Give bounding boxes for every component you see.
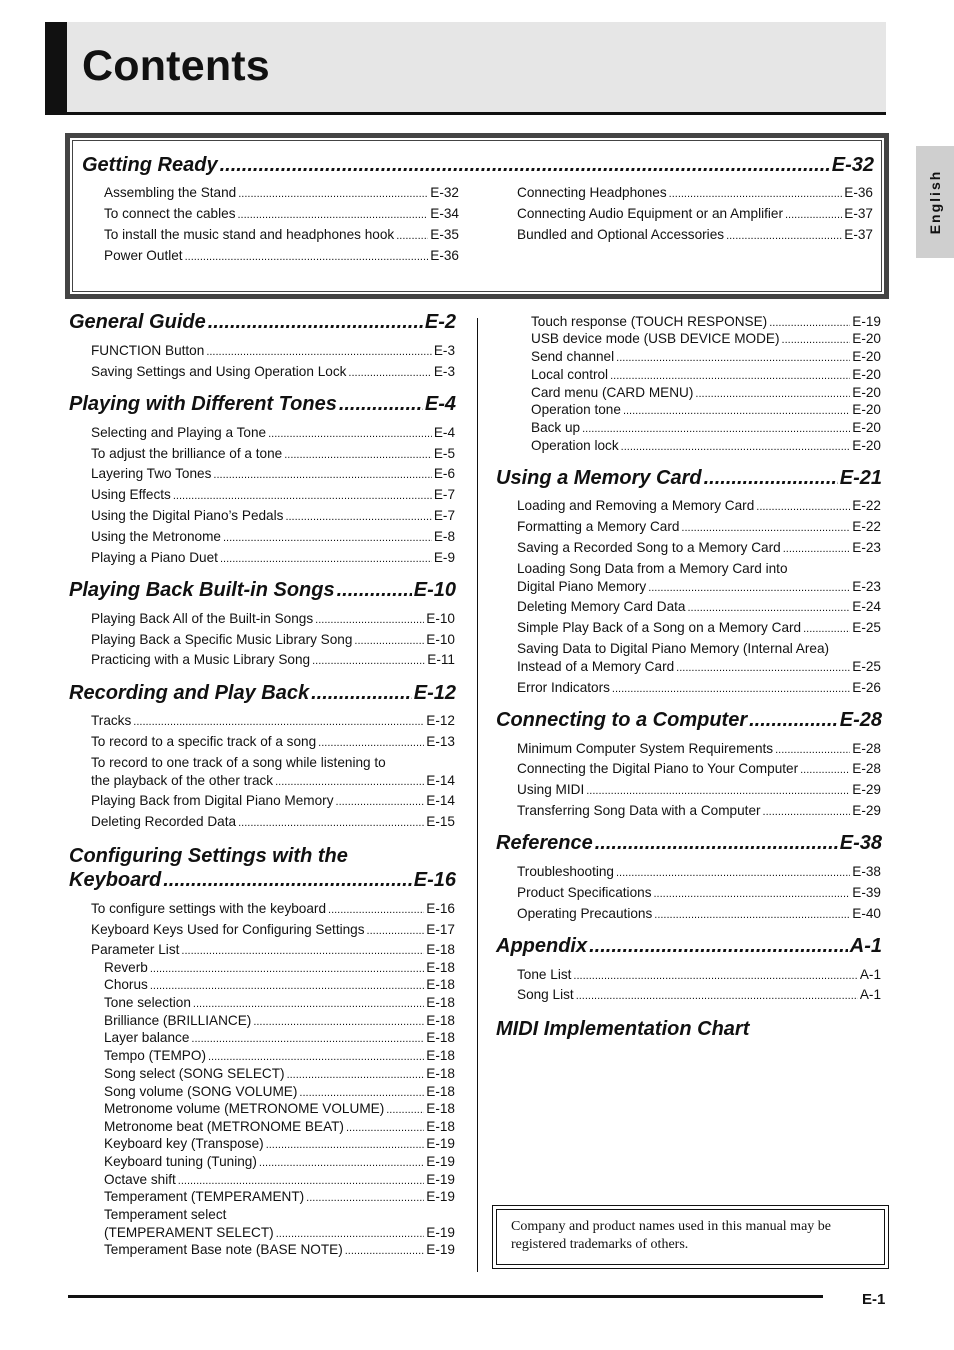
toc-item-label-line1[interactable]: Loading Song Data from a Memory Card into (517, 561, 788, 576)
section-title: Using a Memory Card (496, 467, 702, 489)
toc-item-label: Touch response (TOUCH RESPONSE) (531, 314, 768, 329)
toc-item-page: E-38 (852, 864, 881, 879)
toc-item-page: E-39 (852, 885, 881, 900)
toc-item[interactable] (91, 814, 455, 832)
toc-item-page: E-7 (433, 487, 455, 502)
toc-item[interactable] (517, 206, 873, 224)
toc-item[interactable] (91, 364, 455, 382)
toc-subitem[interactable] (104, 1101, 455, 1119)
toc-item-label: Practicing with a Music Library Song (91, 652, 311, 667)
toc-item[interactable] (91, 793, 455, 811)
section-recording[interactable] (69, 682, 456, 708)
toc-item[interactable] (91, 922, 455, 940)
toc-item-label: Simple Play Back of a Song on a Memory Card (517, 620, 802, 635)
section-title: General Guide (69, 311, 206, 333)
toc-item-page: E-18 (426, 1101, 455, 1116)
toc-subitem[interactable] (104, 977, 455, 995)
toc-item[interactable] (91, 773, 455, 791)
toc-item[interactable] (517, 498, 881, 516)
column-divider (477, 318, 478, 1272)
toc-item-label: Product Specifications (517, 885, 652, 900)
toc-item-page: E-9 (433, 550, 455, 565)
toc-item-page: E-11 (427, 652, 455, 667)
toc-item-page: E-32 (430, 185, 459, 200)
toc-item-label: Power Outlet (104, 248, 183, 263)
toc-item[interactable] (517, 227, 873, 245)
toc-item-label: Operating Precautions (517, 906, 653, 921)
toc-subitem[interactable] (104, 1013, 455, 1031)
toc-item[interactable] (517, 620, 881, 638)
toc-item-label: Deleting Recorded Data (91, 814, 237, 829)
toc-item-page: E-19 (426, 1136, 455, 1151)
toc-item-page: E-18 (426, 1013, 455, 1028)
toc-item[interactable] (91, 611, 455, 629)
toc-item-page: E-25 (852, 620, 881, 635)
toc-item-label-line1[interactable]: To record to one track of a song while listening to (91, 755, 386, 770)
toc-item[interactable] (517, 987, 881, 1005)
toc-item[interactable] (104, 248, 459, 266)
toc-item-page: E-20 (852, 331, 881, 346)
section-page: E-10 (413, 579, 456, 601)
title-banner (45, 22, 886, 115)
toc-item-label: Card menu (CARD MENU) (531, 385, 694, 400)
section-title: Getting Ready (82, 154, 218, 176)
toc-item-page: E-20 (852, 402, 881, 417)
toc-item-label: Brilliance (BRILLIANCE) (104, 1013, 252, 1028)
section-config[interactable] (69, 869, 456, 895)
toc-item-label: Playing Back from Digital Piano Memory (91, 793, 334, 808)
toc-item-label: To connect the cables (104, 206, 236, 221)
toc-item-page: E-19 (426, 1242, 455, 1257)
toc-subitem[interactable] (104, 995, 455, 1013)
section-built-in-songs[interactable] (69, 579, 456, 605)
toc-item-label: Operation tone (531, 402, 621, 417)
toc-item[interactable] (517, 782, 881, 800)
toc-item-label: Send channel (531, 349, 615, 364)
toc-item-label: Layering Two Tones (91, 466, 212, 481)
section-page: E-12 (413, 682, 456, 704)
section-midi-chart[interactable]: MIDI Implementation Chart (496, 1018, 750, 1040)
toc-item-page: E-18 (426, 960, 455, 975)
toc-item-label: Metronome beat (METRONOME BEAT) (104, 1119, 344, 1134)
toc-item-label: Loading and Removing a Memory Card (517, 498, 755, 513)
toc-item-page: E-18 (426, 995, 455, 1010)
toc-item[interactable] (517, 741, 881, 759)
toc-item-page: E-5 (433, 446, 455, 461)
toc-subitem[interactable] (531, 438, 881, 456)
toc-subitem[interactable] (104, 1119, 455, 1137)
section-page: A-1 (849, 935, 882, 957)
toc-item[interactable] (91, 901, 455, 919)
toc-item-page: E-19 (852, 314, 881, 329)
toc-item-page: E-22 (852, 498, 881, 513)
toc-item-label: Using MIDI (517, 782, 585, 797)
toc-item-label: Instead of a Memory Card (517, 659, 675, 674)
toc-item-page: E-29 (852, 803, 881, 818)
toc-item-label: Playing a Piano Duet (91, 550, 218, 565)
toc-item-page: E-34 (430, 206, 459, 221)
toc-item-label: Using the Metronome (91, 529, 221, 544)
toc-subitem[interactable] (104, 1225, 455, 1243)
title-accent-bar (45, 22, 67, 112)
toc-item[interactable] (91, 446, 455, 464)
toc-subitem[interactable] (104, 1154, 455, 1172)
section-title: Reference (496, 832, 593, 854)
toc-item-label: Playing Back All of the Built-in Songs (91, 611, 314, 626)
toc-item-page: E-18 (426, 1030, 455, 1045)
toc-item-page: E-20 (852, 385, 881, 400)
toc-item-label: Keyboard tuning (Tuning) (104, 1154, 257, 1169)
toc-item-label: Song select (SONG SELECT) (104, 1066, 285, 1081)
toc-item-page: E-18 (426, 1119, 455, 1134)
toc-item-page: E-10 (426, 611, 455, 626)
toc-item-page: E-40 (852, 906, 881, 921)
toc-item-page: E-18 (426, 1066, 455, 1081)
toc-item[interactable] (517, 864, 881, 882)
trademark-notice-box (492, 1205, 889, 1269)
toc-item[interactable] (91, 652, 455, 670)
toc-item-page: E-3 (433, 364, 455, 379)
toc-item[interactable] (517, 540, 881, 558)
toc-item[interactable] (517, 885, 881, 903)
toc-item-label: Temperament Base note (BASE NOTE) (104, 1242, 343, 1257)
toc-item-label: Selecting and Playing a Tone (91, 425, 267, 440)
toc-subitem[interactable] (104, 1242, 455, 1260)
toc-item-page: E-6 (433, 466, 455, 481)
toc-item-label: Chorus (104, 977, 148, 992)
toc-item[interactable] (91, 343, 455, 361)
toc-item[interactable] (104, 227, 459, 245)
toc-item-label: Saving Settings and Using Operation Lock (91, 364, 347, 379)
toc-item-page: E-19 (426, 1225, 455, 1240)
section-reference[interactable] (496, 832, 882, 858)
section-page: E-2 (424, 311, 456, 333)
toc-item-label: Bundled and Optional Accessories (517, 227, 725, 242)
toc-item-label: Song volume (SONG VOLUME) (104, 1084, 298, 1099)
toc-item-page: E-12 (426, 713, 455, 728)
toc-item[interactable] (91, 425, 455, 443)
toc-item-page: E-15 (426, 814, 455, 829)
toc-item[interactable] (104, 206, 459, 224)
toc-item-page: E-35 (430, 227, 459, 242)
toc-item-label: Troubleshooting (517, 864, 614, 879)
toc-item-page: E-20 (852, 420, 881, 435)
toc-item[interactable] (91, 734, 455, 752)
section-getting-ready[interactable] (82, 154, 874, 180)
toc-item-label-line1[interactable]: Saving Data to Digital Piano Memory (Internal Area) (517, 641, 830, 656)
toc-item[interactable] (91, 466, 455, 484)
section-memory-card[interactable] (496, 467, 882, 493)
toc-item[interactable] (91, 713, 455, 731)
toc-subitem[interactable] (104, 1189, 455, 1207)
toc-item-page: E-14 (426, 773, 455, 788)
toc-item-label: Back up (531, 420, 581, 435)
toc-item-label: Octave shift (104, 1172, 176, 1187)
toc-item[interactable] (91, 632, 455, 650)
toc-item-label: Formatting a Memory Card (517, 519, 680, 534)
toc-item-page: E-18 (426, 1084, 455, 1099)
toc-item-page: E-36 (430, 248, 459, 263)
toc-item-label: Layer balance (104, 1030, 190, 1045)
toc-item-label: Tempo (TEMPO) (104, 1048, 206, 1063)
toc-item[interactable] (517, 185, 873, 203)
section-title: Keyboard (69, 869, 162, 891)
toc-item[interactable] (517, 967, 881, 985)
toc-item-page: E-14 (426, 793, 455, 808)
toc-subitem[interactable] (531, 402, 881, 420)
toc-item-label: USB device mode (USB DEVICE MODE) (531, 331, 780, 346)
toc-subitem[interactable] (531, 385, 881, 403)
toc-item-label: FUNCTION Button (91, 343, 205, 358)
toc-subitem[interactable] (104, 1048, 455, 1066)
toc-item-page: E-17 (426, 922, 455, 937)
toc-item-page: E-23 (852, 540, 881, 555)
toc-item-page: E-18 (426, 977, 455, 992)
toc-item-label: Deleting Memory Card Data (517, 599, 686, 614)
toc-item-label: (TEMPERAMENT SELECT) (104, 1225, 274, 1240)
language-tab-label: English (927, 169, 943, 235)
toc-item-label: To install the music stand and headphones hook (104, 227, 395, 242)
toc-item[interactable] (91, 550, 455, 568)
toc-item-label: Keyboard Keys Used for Configuring Settings (91, 922, 365, 937)
toc-item-page: E-16 (426, 901, 455, 916)
toc-item-label: Connecting Headphones (517, 185, 667, 200)
toc-item[interactable] (517, 906, 881, 924)
toc-item-page: E-20 (852, 349, 881, 364)
toc-item-label: Playing Back a Specific Music Library Song (91, 632, 353, 647)
toc-subitem[interactable] (531, 420, 881, 438)
toc-item-label: Transferring Song Data with a Computer (517, 803, 761, 818)
toc-item-label: Connecting the Digital Piano to Your Computer (517, 761, 799, 776)
section-config-title-line1[interactable]: Configuring Settings with the (69, 845, 348, 867)
toc-item-page: E-8 (433, 529, 455, 544)
toc-item-label: Assembling the Stand (104, 185, 237, 200)
section-page: E-16 (413, 869, 456, 891)
section-general-guide[interactable] (69, 311, 456, 337)
toc-item-page: E-23 (852, 579, 881, 594)
toc-item-page: A-1 (859, 967, 881, 982)
toc-item[interactable] (91, 529, 455, 547)
toc-item-page: E-24 (852, 599, 881, 614)
section-title: Appendix (496, 935, 588, 957)
toc-item-page: E-19 (426, 1154, 455, 1169)
toc-item-page: E-36 (844, 185, 873, 200)
toc-item-page: E-25 (852, 659, 881, 674)
toc-item[interactable] (91, 508, 455, 526)
toc-item-label: Metronome volume (METRONOME VOLUME) (104, 1101, 385, 1116)
toc-subitem[interactable] (531, 331, 881, 349)
toc-item-page: E-7 (433, 508, 455, 523)
toc-item-label: Local control (531, 367, 609, 382)
toc-item[interactable] (517, 761, 881, 779)
toc-item-label: Minimum Computer System Requirements (517, 741, 774, 756)
toc-item[interactable] (91, 942, 455, 960)
toc-item[interactable] (517, 680, 881, 698)
toc-subitem[interactable] (531, 367, 881, 385)
toc-item-page: E-18 (426, 942, 455, 957)
toc-subitem[interactable] (104, 1084, 455, 1102)
toc-item-label: the playback of the other track (91, 773, 274, 788)
toc-item-page: E-10 (426, 632, 455, 647)
section-title: Playing with Different Tones (69, 393, 337, 415)
toc-item-label: To record to a specific track of a song (91, 734, 317, 749)
section-tones[interactable] (69, 393, 456, 419)
toc-item[interactable] (517, 519, 881, 537)
toc-item-page: E-22 (852, 519, 881, 534)
toc-item-page: E-28 (852, 761, 881, 776)
toc-item-label: Tone selection (104, 995, 191, 1010)
trademark-notice-text: Company and product names used in this manual may be registered trademarks of others. (496, 1209, 885, 1265)
page-number: E-1 (862, 1291, 886, 1308)
section-title: Connecting to a Computer (496, 709, 748, 731)
toc-subitem[interactable] (104, 1172, 455, 1190)
toc-item-page: E-20 (852, 367, 881, 382)
toc-item-page: E-18 (426, 1048, 455, 1063)
toc-item-page: E-3 (433, 343, 455, 358)
section-page: E-32 (831, 154, 874, 176)
toc-item-label: Using Effects (91, 487, 171, 502)
toc-item[interactable] (517, 579, 881, 597)
toc-item-label: Digital Piano Memory (517, 579, 647, 594)
toc-item-label: Temperament (TEMPERAMENT) (104, 1189, 305, 1204)
toc-item-page: E-37 (844, 227, 873, 242)
footer-rule (68, 1295, 823, 1298)
toc-item-label: To configure settings with the keyboard (91, 901, 327, 916)
toc-item-page: E-26 (852, 680, 881, 695)
section-page: E-21 (839, 467, 882, 489)
toc-item-page: E-20 (852, 438, 881, 453)
toc-item-label: Tone List (517, 967, 572, 982)
toc-item-label: Saving a Recorded Song to a Memory Card (517, 540, 781, 555)
toc-item[interactable] (104, 185, 459, 203)
toc-subitem[interactable] (104, 1030, 455, 1048)
toc-item-page: E-4 (433, 425, 455, 440)
toc-item-page: E-28 (852, 741, 881, 756)
toc-subitem-label-line1[interactable]: Temperament select (104, 1207, 227, 1222)
section-computer[interactable] (496, 709, 882, 735)
toc-item-label: Song List (517, 987, 574, 1002)
toc-item-label: Error Indicators (517, 680, 610, 695)
toc-item[interactable] (91, 487, 455, 505)
toc-item-page: E-19 (426, 1172, 455, 1187)
section-title: Playing Back Built-in Songs (69, 579, 335, 601)
toc-subitem[interactable] (104, 1136, 455, 1154)
language-tab (916, 146, 954, 258)
toc-item-page: E-13 (426, 734, 455, 749)
toc-item[interactable] (517, 803, 881, 821)
page-title: Contents (82, 42, 270, 90)
toc-item-page: E-37 (844, 206, 873, 221)
toc-item-label: To adjust the brilliance of a tone (91, 446, 283, 461)
section-title: Recording and Play Back (69, 682, 310, 704)
toc-item-page: E-19 (426, 1189, 455, 1204)
section-appendix[interactable] (496, 935, 882, 961)
section-page: E-28 (839, 709, 882, 731)
section-page: E-38 (839, 832, 882, 854)
toc-item-page: E-29 (852, 782, 881, 797)
toc-item-label: Using the Digital Piano’s Pedals (91, 508, 284, 523)
toc-subitem[interactable] (104, 960, 455, 978)
toc-item-label: Reverb (104, 960, 148, 975)
toc-item-label: Parameter List (91, 942, 180, 957)
toc-subitem[interactable] (104, 1066, 455, 1084)
toc-item-label: Operation lock (531, 438, 619, 453)
toc-item[interactable] (517, 599, 881, 617)
toc-item[interactable] (517, 659, 881, 677)
toc-item-label: Tracks (91, 713, 132, 728)
toc-item-label: Keyboard key (Transpose) (104, 1136, 264, 1151)
toc-item-label: Connecting Audio Equipment or an Amplifier (517, 206, 783, 221)
toc-subitem[interactable] (531, 314, 881, 332)
toc-subitem[interactable] (531, 349, 881, 367)
section-page: E-4 (424, 393, 456, 415)
toc-item-page: A-1 (859, 987, 881, 1002)
